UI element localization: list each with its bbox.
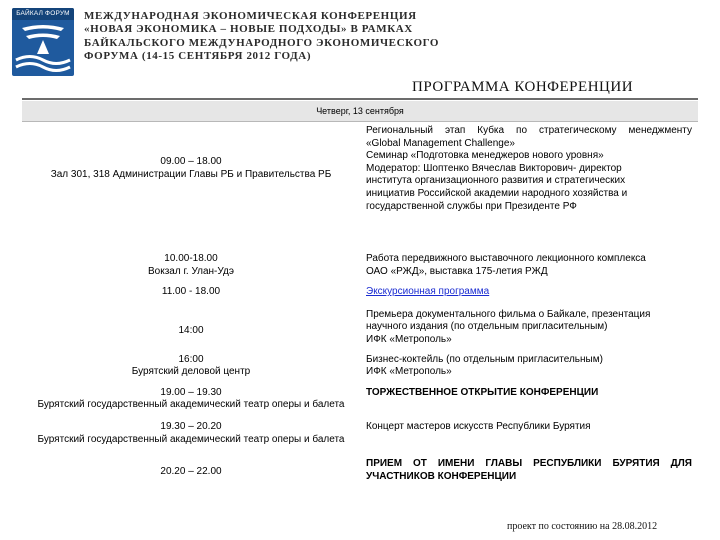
title-line: МЕЖДУНАРОДНАЯ ЭКОНОМИЧЕСКАЯ КОНФЕРЕНЦИЯ [84,10,417,22]
event-cell [360,412,698,446]
program-title: ПРОГРАММА КОНФЕРЕНЦИИ [412,79,634,95]
event-line: инициатив Российской академии народного хозяйства и [366,187,628,199]
event-cell [360,278,698,299]
event-line: ИФК «Метрополь» [366,366,452,378]
schedule-row [22,412,698,446]
event-line: ТОРЖЕСТВЕННОЕ ОТКРЫТИЕ КОНФЕРЕНЦИИ [366,386,599,398]
title-line: «НОВАЯ ЭКОНОМИКА – НОВЫЕ ПОДХОДЫ» В РАМКАХ [84,23,413,36]
event-line: ОАО «РЖД», выставка 175-летия РЖД [366,265,548,277]
event-time: 10.00-18.00 [164,253,218,264]
event-place: Бурятский деловой центр [131,366,251,378]
schedule-row [22,278,698,299]
draft-status-note: проект по состоянию на 28.08.2012 [507,521,658,532]
event-time: 19.30 – 20.20 [160,420,222,432]
event-cell [360,244,698,278]
time-cell [22,347,360,379]
event-line: Работа передвижного выставочного лекционного комплекса [366,253,646,264]
event-time: 09.00 – 18.00 [160,156,222,167]
event-line: ПРИЕМ ОТ ИМЕНИ ГЛАВЫ РЕСПУБЛИКИ БУРЯТИЯ ДЛЯ [366,458,692,470]
event-line: Бизнес-коктейль (по отдельным пригласительным) [366,353,603,365]
event-time: 11.00 - 18.00 [161,286,221,298]
schedule-row [22,347,698,379]
forum-logo [12,8,74,76]
event-cell [360,379,698,412]
event-cell [360,446,698,483]
title-divider [22,98,698,100]
event-line: научного издания (по отдельным пригласительным) [366,321,608,333]
schedule-table [22,101,698,483]
day-label: Четверг, 13 сентября [22,101,698,122]
schedule-row [22,446,698,483]
event-time: 20.20 – 22.00 [160,466,222,478]
title-line: ФОРУМА (14-15 СЕНТЯБРЯ 2012 ГОДА) [84,49,312,62]
event-line: ИФК «Метрополь» [366,333,452,345]
time-cell [22,446,360,483]
event-line: института организационного развития и стратегических [366,175,626,187]
title-line: БАЙКАЛЬСКОГО МЕЖДУНАРОДНОГО ЭКОНОМИЧЕСКОГО [84,36,440,49]
event-place: Бурятский государственный академический театр оперы и балета [37,399,345,411]
event-cell [360,347,698,379]
time-cell [22,122,360,245]
event-line: «Global Management Challenge» [366,137,515,149]
excursion-program-link[interactable]: Экскурсионная программа [366,286,490,298]
schedule-row [22,244,698,278]
logo-text: БАЙКАЛ ФОРУМ [12,8,74,20]
time-cell [22,379,360,412]
time-cell [22,299,360,347]
event-line: Модератор: Шоптенко Вячеслав Викторович- директор [366,162,622,174]
event-place: Вокзал г. Улан-Удэ [147,265,234,277]
event-cell [360,299,698,347]
time-cell [22,412,360,446]
event-place: Зал 301, 318 Администрации Главы РБ и Правительства РБ [50,168,332,180]
time-cell [22,278,360,299]
schedule-row [22,299,698,347]
event-time: 14:00 [178,324,204,336]
event-cell [360,122,698,245]
conference-title [84,10,464,63]
event-time: 16:00 [178,353,204,365]
event-line: государственной службы при Президенте РФ [366,200,577,212]
schedule-row [22,122,698,245]
event-line: Премьера документального фильма о Байкале, презентация [366,308,651,320]
schedule-row [22,379,698,412]
event-time: 19.00 – 19.30 [160,386,222,398]
event-line: УЧАСТНИКОВ КОНФЕРЕНЦИИ [366,470,517,482]
event-line: Региональный этап Кубка по стратегическому менеджменту [366,125,692,136]
logo-emblem-icon [12,20,74,76]
event-place: Бурятский государственный академический театр оперы и балета [37,433,345,445]
day-header-row [22,101,698,122]
time-cell [22,244,360,278]
event-line: Семинар «Подготовка менеджеров нового уровня» [366,150,604,162]
event-line: Концерт мастеров искусств Республики Бурятия [366,420,591,432]
